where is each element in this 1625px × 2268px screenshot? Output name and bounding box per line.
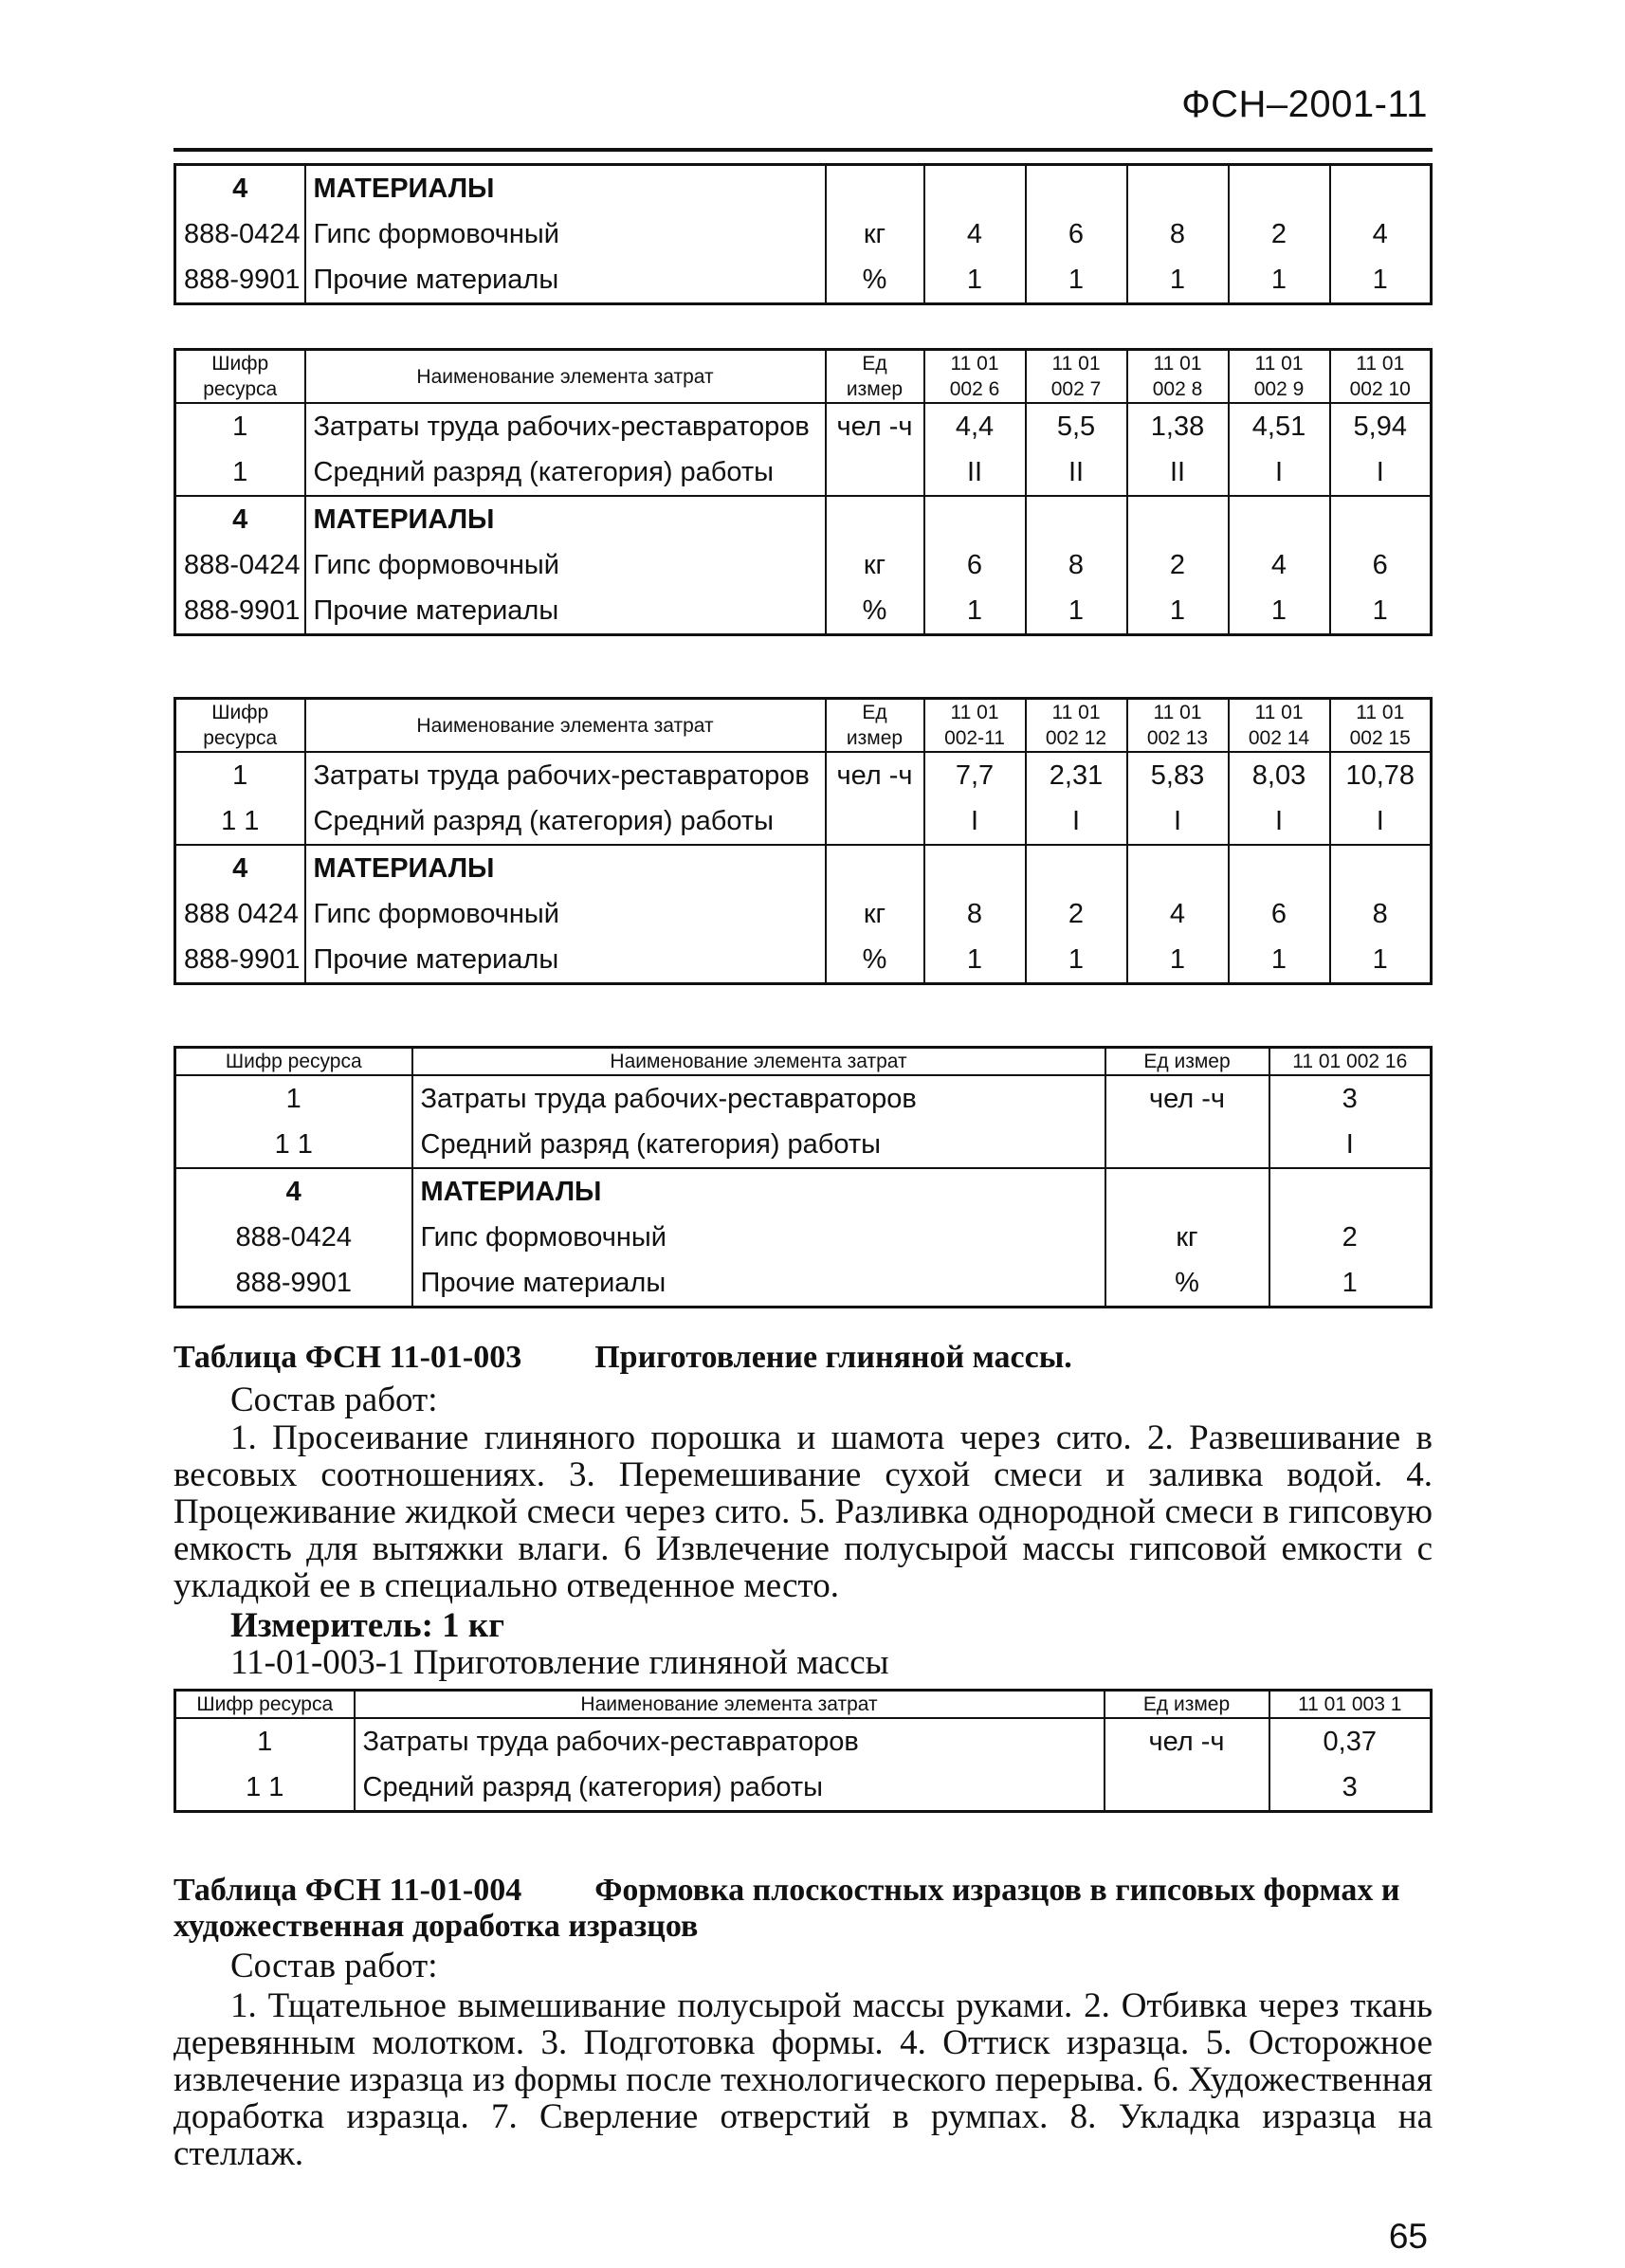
meter-003: Измеритель: 1 кг [230, 1606, 505, 1645]
norm-line-003: 11-01-003-1 Приготовление глиняной массы [230, 1643, 889, 1682]
table-row [175, 845, 1432, 891]
header-norm-code: 11 01 002 13 [1127, 699, 1229, 753]
row-name: Средний разряд (категория) работы [305, 798, 826, 845]
row-value: 8 [1127, 211, 1229, 257]
row-name: Гипс формовочный [412, 1215, 1105, 1260]
row-value: 6 [1229, 891, 1330, 937]
row-value: 2 [1229, 211, 1330, 257]
row-code: 888-9901 [175, 588, 305, 635]
row-value [1330, 165, 1432, 212]
row-value: 4 [924, 211, 1026, 257]
table-row [175, 752, 1432, 798]
page-header-code: ФСН–2001-11 [1181, 83, 1428, 125]
row-value: 5,83 [1127, 752, 1229, 798]
table-title-003 [173, 1340, 1434, 1376]
row-unit: кг [826, 211, 924, 257]
row-value [1229, 496, 1330, 542]
header-code: Шифр ресурса [175, 1691, 355, 1719]
row-value: 2,31 [1026, 752, 1127, 798]
row-unit [826, 449, 924, 496]
row-value: 3 [1269, 1075, 1432, 1122]
works-text-004: 1. Тщательное вымешивание полусырой массы руками. 2. Отбивка через ткань деревянным молотком. 3. Подготовка формы. 4. Оттиск изразца. 5. Осторожное извлечение изразца из формы после технологического перерыва. 6. Художественная доработка изразца. 7. Сверление отверстий в румпах. 8. Укладка изразца на стеллаж. [173, 1986, 1433, 2173]
row-value: 1 [1127, 937, 1229, 984]
row-value [1229, 845, 1330, 891]
table-row [175, 588, 1432, 635]
row-name: Затраты труда рабочих-реставраторов [305, 752, 826, 798]
row-code: 1 [175, 403, 305, 449]
row-value: 8 [1026, 542, 1127, 588]
table-row [175, 891, 1432, 937]
row-value: 1 [1330, 257, 1432, 304]
row-value: 4,51 [1229, 403, 1330, 449]
row-value: 2 [1026, 891, 1127, 937]
works-label-004: Состав работ: [230, 1947, 438, 1985]
table-row [175, 257, 1432, 304]
row-name: Гипс формовочный [305, 542, 826, 588]
row-value [1026, 165, 1127, 212]
row-name: МАТЕРИАЛЫ [412, 1168, 1105, 1215]
row-value: 5,94 [1330, 403, 1432, 449]
row-unit: чел -ч [1105, 1718, 1269, 1765]
row-value: 6 [1330, 542, 1432, 588]
row-unit: % [826, 588, 924, 635]
row-value: 1 [1229, 937, 1330, 984]
row-unit: чел -ч [826, 752, 924, 798]
row-unit: % [1105, 1260, 1269, 1308]
row-value: 1 [924, 937, 1026, 984]
row-value: II [1127, 449, 1229, 496]
row-value: 1,38 [1127, 403, 1229, 449]
row-unit [826, 798, 924, 845]
row-unit: кг [826, 542, 924, 588]
table-row [175, 1215, 1432, 1260]
row-code: 888-0424 [175, 1215, 412, 1260]
row-value: 10,78 [1330, 752, 1432, 798]
row-value: 6 [924, 542, 1026, 588]
row-value: 4 [1127, 891, 1229, 937]
row-value [1330, 496, 1432, 542]
row-unit: % [826, 937, 924, 984]
table-row [175, 1765, 1432, 1812]
header-norm-code: 11 01 002 14 [1229, 699, 1330, 753]
row-value: 7,7 [924, 752, 1026, 798]
header-norm-code: 11 01 002 16 [1269, 1048, 1432, 1076]
row-value: II [1026, 449, 1127, 496]
row-code: 4 [175, 165, 305, 212]
row-code: 1 1 [175, 1765, 355, 1812]
header-name: Наименование элемента затрат [305, 350, 826, 404]
row-value: I [1330, 798, 1432, 845]
row-value: 1 [1229, 588, 1330, 635]
header-unit: Ед измер [1105, 1048, 1269, 1076]
row-code: 1 [175, 449, 305, 496]
row-code: 1 [175, 1075, 412, 1122]
resource-table-003-1 [173, 1689, 1433, 1813]
row-name: Гипс формовочный [305, 211, 826, 257]
row-unit [826, 165, 924, 212]
row-value: I [1127, 798, 1229, 845]
row-name: МАТЕРИАЛЫ [305, 845, 826, 891]
row-value: I [1229, 798, 1330, 845]
row-code: 1 1 [175, 798, 305, 845]
row-unit: чел -ч [1105, 1075, 1269, 1122]
row-name: Прочие материалы [305, 588, 826, 635]
resource-table-002-6-10 [173, 348, 1433, 636]
table-title-code: Таблица ФСН 11-01-004 [173, 1873, 522, 1908]
resource-table-002-16 [173, 1046, 1433, 1308]
table-title-code: Таблица ФСН 11-01-003 [173, 1340, 522, 1375]
row-code: 1 [175, 752, 305, 798]
row-value: I [1026, 798, 1127, 845]
row-unit: кг [1105, 1215, 1269, 1260]
row-value: 1 [1026, 257, 1127, 304]
header-norm-code: 11 01 002 8 [1127, 350, 1229, 404]
row-value: I [1330, 449, 1432, 496]
row-value: 1 [924, 588, 1026, 635]
works-label-003: Состав работ: [230, 1381, 438, 1419]
table-header-row [175, 699, 1432, 753]
header-norm-code: 11 01 002 15 [1330, 699, 1432, 753]
row-value [924, 496, 1026, 542]
row-name: Затраты труда рабочих-реставраторов [355, 1718, 1105, 1765]
row-value [1127, 165, 1229, 212]
row-unit: кг [826, 891, 924, 937]
row-value: 5,5 [1026, 403, 1127, 449]
row-value: 6 [1026, 211, 1127, 257]
row-value: 1 [1330, 588, 1432, 635]
row-unit: чел -ч [826, 403, 924, 449]
row-unit [1105, 1168, 1269, 1215]
row-value [1026, 496, 1127, 542]
header-rule [173, 148, 1433, 152]
row-value [1330, 845, 1432, 891]
resource-table-002-11-15 [173, 697, 1433, 985]
row-name: Прочие материалы [305, 257, 826, 304]
row-value: 2 [1127, 542, 1229, 588]
header-norm-code: 11 01 003 1 [1269, 1691, 1432, 1719]
row-unit: % [826, 257, 924, 304]
header-norm-code: 11 01 002 9 [1229, 350, 1330, 404]
row-unit [1105, 1765, 1269, 1812]
row-code: 888-9901 [175, 937, 305, 984]
table-row [175, 1718, 1432, 1765]
row-name: Средний разряд (категория) работы [305, 449, 826, 496]
row-code: 4 [175, 496, 305, 542]
row-value: 8,03 [1229, 752, 1330, 798]
row-value: I [1229, 449, 1330, 496]
row-code: 888-0424 [175, 211, 305, 257]
row-value: I [1269, 1122, 1432, 1168]
table-header-row [175, 350, 1432, 404]
row-value: II [924, 449, 1026, 496]
header-name: Наименование элемента затрат [305, 699, 826, 753]
row-code: 4 [175, 1168, 412, 1215]
page-number: 65 [1388, 2217, 1428, 2256]
row-value: 3 [1269, 1765, 1432, 1812]
row-code: 4 [175, 845, 305, 891]
row-value: 1 [1026, 588, 1127, 635]
table-row [175, 542, 1432, 588]
table-title-name: Приготовление глиняной массы. [594, 1340, 1072, 1375]
table-row [175, 1075, 1432, 1122]
row-value: 1 [1026, 937, 1127, 984]
header-code: Шифр ресурса [175, 350, 305, 404]
resource-table-continuation [173, 163, 1433, 305]
table-row [175, 403, 1432, 449]
works-text-003: 1. Просеивание глиняного порошка и шамота через сито. 2. Развешивание в весовых соотношениях. 3. Перемешивание сухой смеси и заливка водой. 4. Процеживание жидкой смеси через сито. 5. Разливка однородной смеси в гипсовую емкость для вытяжки влаги. 6 Извлечение полусырой массы гипсовой емкости с укладкой ее в специально отведенное место. [173, 1418, 1433, 1605]
table-header-row [175, 1691, 1432, 1719]
table-row [175, 211, 1432, 257]
row-name: Прочие материалы [412, 1260, 1105, 1308]
row-code: 888-9901 [175, 257, 305, 304]
header-code: Шифр ресурса [175, 699, 305, 753]
header-unit: Ед измер [826, 350, 924, 404]
row-name: Средний разряд (категория) работы [355, 1765, 1105, 1812]
table-title-004 [173, 1873, 1434, 1945]
row-value: 8 [1330, 891, 1432, 937]
row-unit [826, 496, 924, 542]
row-name: Затраты труда рабочих-реставраторов [305, 403, 826, 449]
row-unit [1105, 1122, 1269, 1168]
row-code: 1 [175, 1718, 355, 1765]
header-unit: Ед измер [826, 699, 924, 753]
table-row [175, 496, 1432, 542]
row-value [1229, 165, 1330, 212]
table-row [175, 1122, 1432, 1168]
header-name: Наименование элемента затрат [355, 1691, 1105, 1719]
row-value: 0,37 [1269, 1718, 1432, 1765]
header-norm-code: 11 01 002 7 [1026, 350, 1127, 404]
row-value: 1 [1127, 257, 1229, 304]
row-value: 1 [1229, 257, 1330, 304]
row-name: Затраты труда рабочих-реставраторов [412, 1075, 1105, 1122]
row-value: 4 [1330, 211, 1432, 257]
table-row [175, 1260, 1432, 1308]
row-code: 888 0424 [175, 891, 305, 937]
row-name: Гипс формовочный [305, 891, 826, 937]
row-value: 1 [1127, 588, 1229, 635]
row-value [1269, 1168, 1432, 1215]
row-code: 888-9901 [175, 1260, 412, 1308]
row-value [924, 845, 1026, 891]
row-value [1127, 496, 1229, 542]
header-unit: Ед измер [1105, 1691, 1269, 1719]
row-value [1127, 845, 1229, 891]
row-value: 4,4 [924, 403, 1026, 449]
row-value: 4 [1229, 542, 1330, 588]
header-norm-code: 11 01 002 12 [1026, 699, 1127, 753]
row-value: 1 [1330, 937, 1432, 984]
table-title-name: Формовка плоскостных изразцов в гипсовых формах и художественная доработка изразцов [173, 1873, 1400, 1944]
header-norm-code: 11 01 002-11 [924, 699, 1026, 753]
row-code: 1 1 [175, 1122, 412, 1168]
row-unit [826, 845, 924, 891]
table-row [175, 1168, 1432, 1215]
table-header-row [175, 1048, 1432, 1076]
row-name: МАТЕРИАЛЫ [305, 165, 826, 212]
row-value: 8 [924, 891, 1026, 937]
row-value [1026, 845, 1127, 891]
row-name: Прочие материалы [305, 937, 826, 984]
row-value: I [924, 798, 1026, 845]
row-value: 1 [924, 257, 1026, 304]
row-value: 2 [1269, 1215, 1432, 1260]
row-value [924, 165, 1026, 212]
table-row [175, 798, 1432, 845]
header-code: Шифр ресурса [175, 1048, 412, 1076]
table-row [175, 937, 1432, 984]
header-norm-code: 11 01 002 10 [1330, 350, 1432, 404]
table-row [175, 449, 1432, 496]
header-name: Наименование элемента затрат [412, 1048, 1105, 1076]
row-name: МАТЕРИАЛЫ [305, 496, 826, 542]
table-row [175, 165, 1432, 212]
header-norm-code: 11 01 002 6 [924, 350, 1026, 404]
row-name: Средний разряд (категория) работы [412, 1122, 1105, 1168]
row-code: 888-0424 [175, 542, 305, 588]
row-value: 1 [1269, 1260, 1432, 1308]
